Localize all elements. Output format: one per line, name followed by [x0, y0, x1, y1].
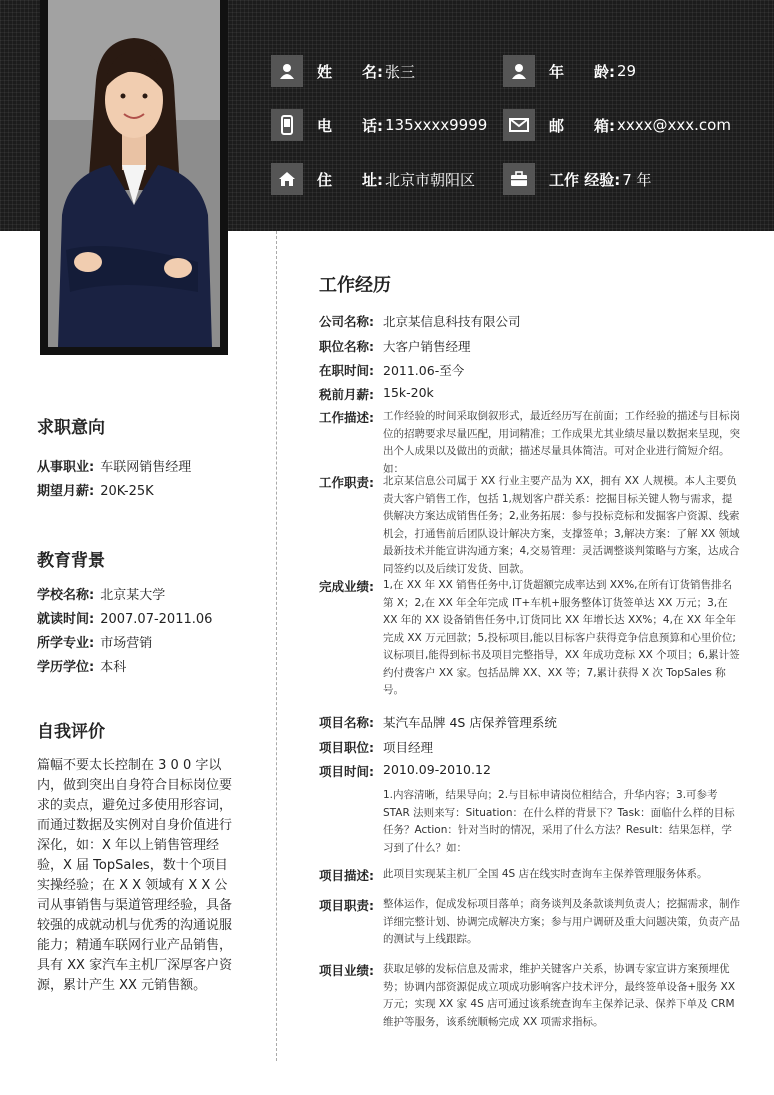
work-position: [319, 337, 471, 355]
salary-label: 期望月薪:: [37, 484, 95, 499]
project-time: [319, 762, 491, 780]
project-desc-label: 项目描述:: [319, 868, 374, 883]
name-value: 张三: [385, 62, 416, 81]
envelope-icon: [503, 109, 535, 141]
info-name: [271, 53, 415, 89]
self-eval-title: 自我评价: [37, 722, 105, 742]
salary-value: 20K-25K: [100, 484, 154, 499]
name-label: 姓 名:: [317, 62, 383, 81]
project-perf-label: 项目业绩:: [319, 963, 374, 978]
experience-value: 7 年: [622, 170, 652, 189]
company-label: 公司名称:: [319, 314, 374, 329]
self-eval-text: 篇幅不要太长控制在 3 0 0 字以内，做到突出自身符合目标岗位要求的卖点，避免过多使用形容词，而通过数据及实例对自身价值进行深化，如：X 年以上销售管理经验，X 届 TopSales，数十个项目实操经验；在 X X 领域有 X X 公司从事销售与渠道管理经验，具备较强的成就动机与优秀的沟通说服能力；精通车联网行业产品销售，具有 XX 家汽车主机厂深厚客户资源，累计产生 XX 元销售额。: [37, 758, 233, 993]
project-time-value: 2010.09-2010.12: [383, 762, 491, 777]
project-time-label: 项目时间:: [319, 764, 374, 779]
info-email: [503, 107, 731, 143]
email-value: xxxx@xxx.com: [617, 116, 731, 134]
work-company: [319, 312, 521, 330]
edu-period: [37, 608, 212, 627]
period-label: 就读时间:: [37, 612, 95, 627]
education-title: 教育背景: [37, 551, 105, 571]
info-age: [503, 53, 636, 89]
position-value: 大客户销售经理: [383, 339, 471, 354]
job-value: 车联网销售经理: [100, 460, 192, 475]
tenure-value: 2011.06-至今: [383, 363, 465, 378]
phone-label: 电 话:: [317, 116, 383, 135]
edu-degree: [37, 656, 126, 675]
edu-school: [37, 584, 165, 603]
project-role-value: 项目经理: [383, 740, 434, 755]
position-label: 职位名称:: [319, 339, 374, 354]
intent-job: [37, 456, 191, 475]
work-duty-value: 北京某信息公司属于 XX 行业主要产品为 XX，拥有 XX 人规模。本人主要负责大客户销售工作，包括 1,规划客户群关系：挖掘目标关键人物与需求，提供解决方案达成销售任务；2,业务拓展：参与投标竞标和发掘客户资源、线索机会，打通售前后团队设计解决方案，支撑签单；3,解决方案：了解 XX 领域最新技术并能宣讲沟通方案；4,交易管理：灵活调整谈判策略与方案，达成合同签约以及后续订发货、回款。: [383, 475, 740, 575]
project-desc-value: 此项目实现某主机厂全国 4S 店在线实时查询车主保养管理服务体系。: [383, 868, 708, 880]
work-desc-label: 工作描述:: [319, 410, 374, 425]
project-role: [319, 738, 433, 756]
age-label: 年 龄:: [549, 62, 615, 81]
person-icon: [503, 55, 535, 87]
project-name: [319, 713, 557, 731]
address-label: 住 址:: [317, 170, 383, 189]
experience-label: 工作 经验:: [549, 170, 621, 189]
intent-title: 求职意向: [37, 418, 105, 438]
project-role-label: 项目职位:: [319, 740, 374, 755]
school-label: 学校名称:: [37, 588, 95, 603]
work-desc-value: 工作经验的时间采取倒叙形式，最近经历写在前面；工作经验的描述与目标岗位的招聘要求尽量匹配，用词精准；工作成果尤其业绩尽量以数据来呈现，突出个人成果以及做出的贡献；描述尽量具体简洁。可对企业进行简短介绍。如：: [383, 410, 740, 475]
project-name-label: 项目名称:: [319, 715, 374, 730]
degree-label: 学历学位:: [37, 660, 95, 675]
project-perf-value: 获取足够的发标信息及需求，维护关键客户关系，协调专家宣讲方案预埋优势；协调内部资源促成立项成功影响客户技术评分，最终签单设备+服务 XX 万元；实现 XX 家 4S 店可通过该系统查询车主保养记录、保养下单及 CRM 维护等服务，该系统顺畅完成 XX 项需求指标。: [383, 963, 736, 1028]
work-perf: [319, 577, 741, 700]
work-duty: [319, 473, 741, 578]
job-label: 从事职业:: [37, 460, 95, 475]
tenure-label: 在职时间:: [319, 363, 374, 378]
project-note: 1.内容清晰，结果导向；2.与目标申请岗位相结合，升华内容；3.可参考 STAR 法则来写：Situation：在什么样的背景下？Task：面临什么样的目标任务？Action：针对当时的情况，采用了什么方法？Result：结果怎样，学习到了什么？如：: [383, 789, 735, 854]
major-label: 所学专业:: [37, 636, 95, 651]
work-salary-label: 税前月薪:: [319, 387, 374, 402]
work-title: 工作经历: [319, 275, 391, 296]
project-desc: [319, 866, 741, 884]
project-name-value: 某汽车品牌 4S 店保养管理系统: [383, 715, 557, 730]
home-icon: [271, 163, 303, 195]
briefcase-icon: [503, 163, 535, 195]
degree-value: 本科: [100, 660, 127, 675]
work-perf-value: 1,在 XX 年 XX 销售任务中,订货超额完成率达到 XX%,在所有订货销售排名第 X；2,在 XX 年全年完成 IT+车机+服务整体订货签单达 XX 万元；3,在 XX 年的 XX 设备销售任务中,订货同比 XX 年增长达 XX%；4,在 XX 年全年完成 XX 万元回款；5,投标项目,能以目标客户获得竞争信息预算和心里价位;议标项目,能得到标书及项目完整指导，XX 年成功竞标 XX 个项目；6,累计签约付费客户 XX 家。包括品牌 XX、XX 等；7,累计获得 X 次 TopSales 称号。: [383, 579, 740, 696]
edu-major: [37, 632, 152, 651]
project-perf: [319, 961, 741, 1031]
info-address: [271, 161, 475, 197]
project-duty: [319, 896, 741, 949]
major-value: 市场营销: [100, 636, 153, 651]
age-value: 29: [617, 62, 637, 80]
work-tenure: [319, 361, 464, 379]
profile-photo-frame: [40, 0, 228, 355]
email-label: 邮 箱:: [549, 116, 615, 135]
profile-photo: [48, 0, 220, 347]
work-salary: [319, 385, 434, 403]
work-desc: [319, 408, 741, 478]
company-value: 北京某信息科技有限公司: [383, 314, 521, 329]
period-value: 2007.07-2011.06: [100, 612, 213, 627]
info-phone: [271, 107, 487, 143]
project-duty-value: 整体运作，促成发标项目落单；商务谈判及条款谈判负责人；挖掘需求，制作详细完整计划、协调完成解决方案；参与用户调研及重大问题决策，负责产品的测试与上线跟踪。: [383, 898, 740, 945]
column-divider: [276, 231, 277, 1061]
work-duty-label: 工作职责:: [319, 475, 374, 490]
work-salary-value: 15k-20k: [383, 385, 434, 400]
info-experience: [503, 161, 652, 197]
school-value: 北京某大学: [100, 588, 166, 603]
intent-salary: [37, 480, 154, 499]
work-perf-label: 完成业绩:: [319, 579, 374, 594]
person-icon: [271, 55, 303, 87]
address-value: 北京市朝阳区: [385, 170, 476, 189]
phone-value: 135xxxx9999: [385, 116, 488, 134]
phone-icon: [271, 109, 303, 141]
project-duty-label: 项目职责:: [319, 898, 374, 913]
